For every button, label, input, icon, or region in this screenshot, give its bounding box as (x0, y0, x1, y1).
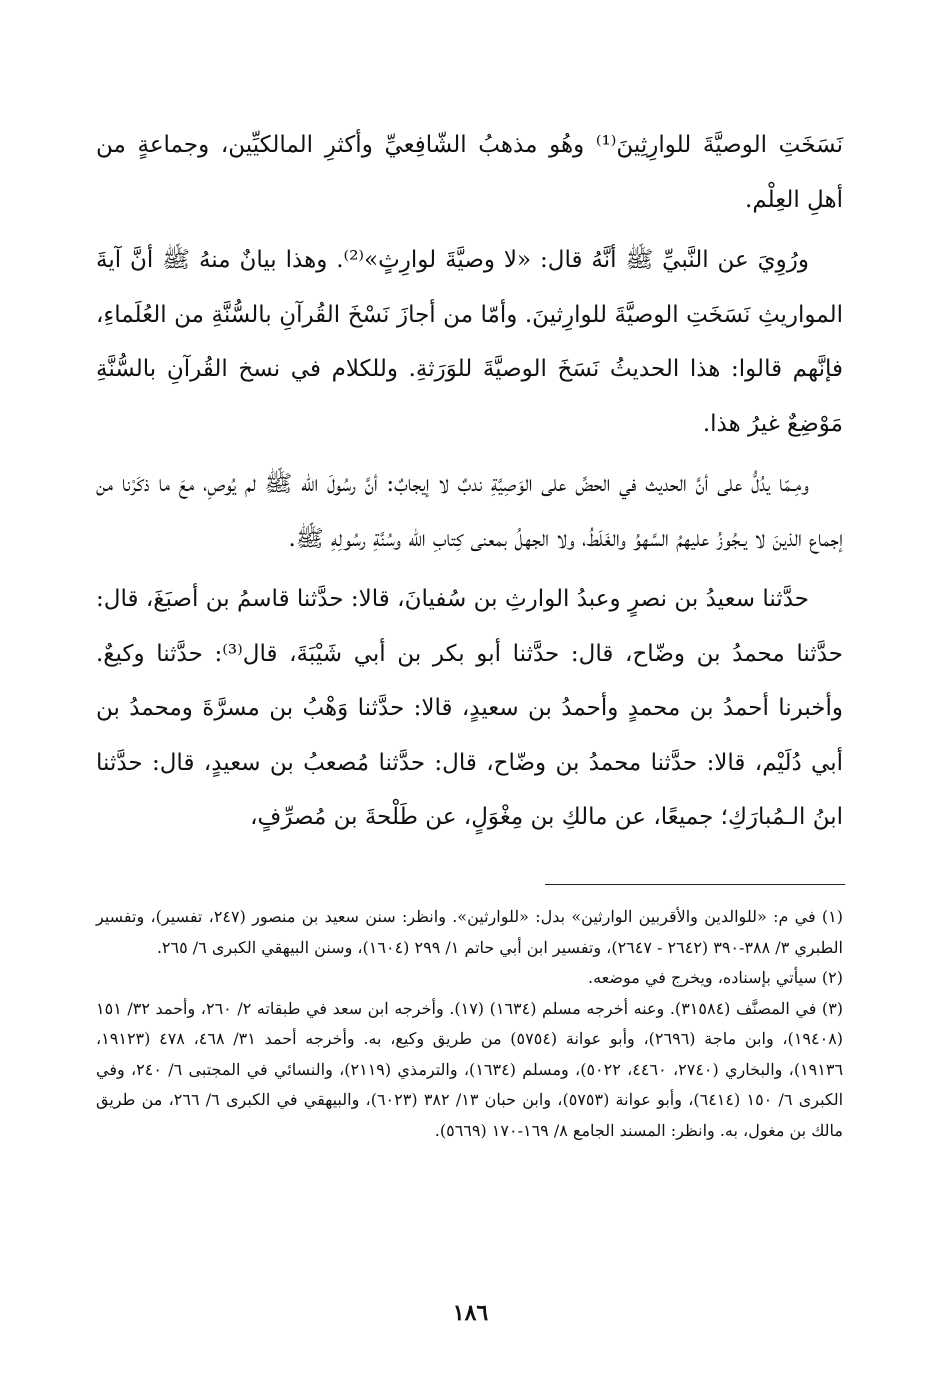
footnote-2: (٢) سيأتي بإسناده، ويخرج في موضعه. (588, 968, 843, 987)
footnotes-block (96, 902, 843, 1146)
paragraph-4: حدَّثنا سعيدُ بن نصرٍ وعبدُ الوارثِ بن سُفيانَ، قالا: حدَّثنا قاسمُ بن أصبَغَ، قال: حدَّثنا محمدُ بن وضّاح، قال: حدَّثنا أبو بكر بن أبي شَيْبَةَ، قال⁽³⁾: حدَّثنا وكيعٌ. وأخبرنا أحمدُ بن محمدٍ وأحمدُ بن سعيدٍ، قالا: حدَّثنا وَهْبُ بن مسرَّةَ ومحمدُ بن أبي دُلَيْم، قالا: حدَّثنا محمدُ بن وضّاح، قال: حدَّثنا مُصعبُ بن سعيدٍ، قال: حدَّثنا ابنُ الـمُبارَكِ؛ جميعًا، عن مالكِ بن مِغْوَلٍ، عن طَلْحةَ بن مُصرِّفٍ، (96, 586, 843, 830)
page-number: ١٨٦ (452, 1300, 489, 1326)
footnote-3: (٣) في المصنَّف (٣١٥٨٤). وعنه أخرجه مسلم (١٦٣٤) (١٧). وأخرجه ابن سعد في طبقاته ٢/ ٢٦٠، وأحمد ٣٢/ ١٥١ (١٩٤٠٨)، وابن ماجة (٢٦٩٦)، وأبو عوانة (٥٧٥٤) من طريق وكيع، به. وأخرجه أحمد ٣١/ ٤٦٨، ٤٧٨ (١٩١٢٣، ١٩١٣٦)، والبخاري (٢٧٤٠، ٤٤٦٠، ٥٠٢٢)، ومسلم (١٦٣٤)، والترمذي (٢١١٩)، والنسائي في المجتبى ٦/ ٢٤٠، وفي الكبرى ٦/ ١٥٠ (٦٤١٤)، وأبو عوانة (٥٧٥٣)، وابن حبان ١٣/ ٣٨٢ (٦٠٢٣)، والبيهقي في الكبرى ٦/ ٢٦٦، من طريق مالك بن مغول، به. وانظر: المسند الجامع ٨/ ١٦٩-١٧٠ (٥٦٦٩). (96, 998, 844, 1140)
footnote-divider (545, 884, 845, 885)
paragraph-1: نَسَخَتِ الوصيَّةَ للوارِثِينَ⁽¹⁾ وهُو مذهبُ الشّافِعيِّ وأكثرِ المالكيِّين، وجماعةٍ من أهلِ العِلْم. (96, 132, 843, 213)
footnote-1: (١) في م: «للوالدين والأقربين الوارثين» بدل: «للوارثين». وانظر: سنن سعيد بن منصور (٢٤٧، تفسير)، وتفسير الطبري ٣/ ٣٨٨-٣٩٠ (٢٦٤٢ - ٢٦٤٧)، وتفسير ابن أبي حاتم ١/ ٢٩٩ (١٦٠٤)، وسنن البيهقي الكبرى ٦/ ٢٦٥. (96, 907, 844, 957)
paragraph-3: ومِـمّا يدُلُّ على أنَّ الحديث في الحضِّ على الوَصِيَّةِ ندبٌ لا إيجابٌ: أنَّ رسُولَ الله ﷺ لم يُوصِ، معَ ما ذكَرْنا من إجماع الذينَ لا يـجُوزُ عليهمُ السَّهوُ والغَلَطُ، ولا الجهلُ بمعنى كِتابِ الله وسُنَّةِ رسُولِهِ ﷺ. (96, 471, 843, 552)
main-text-block (96, 118, 843, 851)
paragraph-2: ورُوِيَ عن النَّبيِّ ﷺ أنَّهُ قال: «لا وصيَّةَ لوارِثٍ»⁽²⁾. وهذا بيانٌ منهُ ﷺ أنَّ آيةَ المواريثِ نَسَخَتِ الوصيَّةَ للوارِثينَ. وأمّا من أجازَ نَسْخَ القُرآنِ بالسُّنَّةِ من العُلَماءِ، فإنَّهم قالوا: هذا الحديثُ نَسَخَ الوصيَّةَ للوَرَثةِ. وللكلام في نسخ القُرآنِ بالسُّنَّةِ مَوْضِعٌ غيرُ هذا. (96, 247, 843, 437)
